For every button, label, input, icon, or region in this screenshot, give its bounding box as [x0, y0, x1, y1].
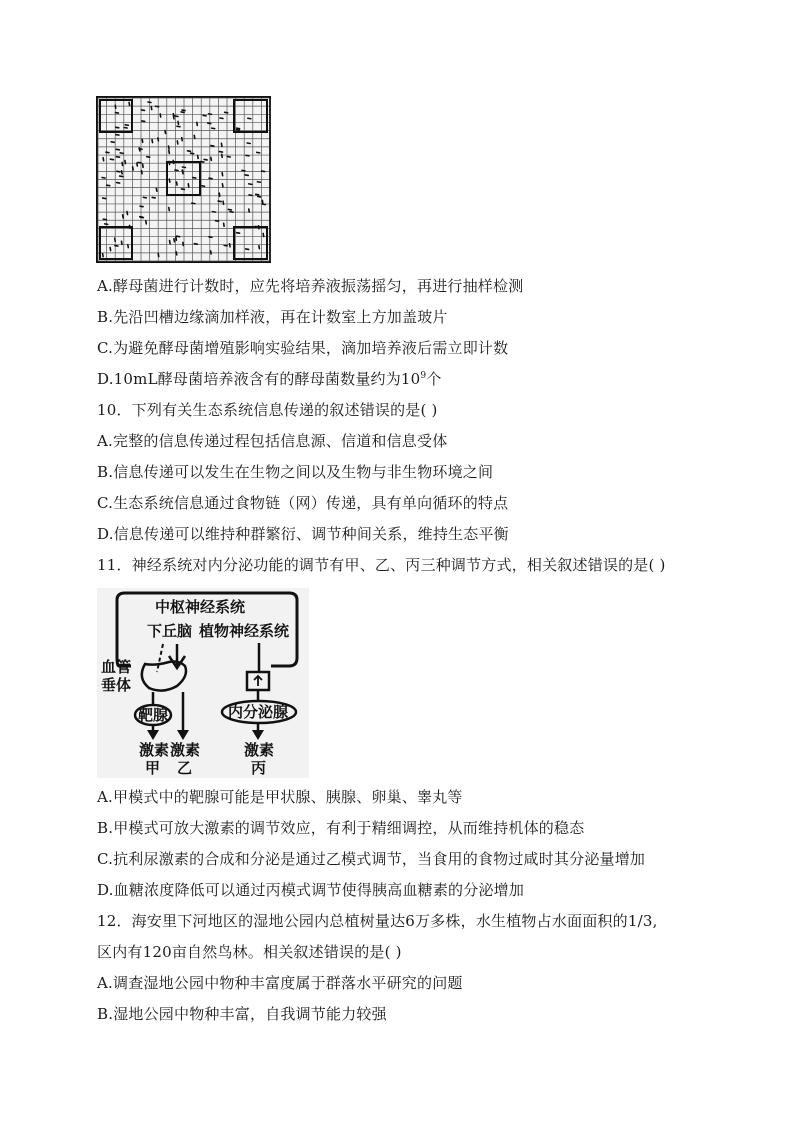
yeast-cell [262, 171, 265, 172]
pituitary-label: 垂体 [101, 676, 132, 694]
yeast-cell [146, 221, 147, 224]
yeast-cell [219, 193, 220, 196]
yeast-cell [194, 135, 195, 138]
yeast-cell [237, 128, 240, 129]
q11-option-c: C.抗利尿激素的合成和分泌是通过乙模式调节，当食用的食物过咸时其分泌量增加 [97, 850, 646, 868]
q9-option-b: B.先沿凹槽边缘滴加样液，再在计数室上方加盖玻片 [97, 308, 448, 326]
yeast-cell [228, 209, 231, 210]
yeast-cell [140, 206, 143, 207]
q11-option-a: A.甲模式中的靶腺可能是甲状腺、胰腺、卵巢、睾丸等 [97, 788, 463, 806]
yeast-cell [177, 236, 180, 237]
yeast-cell [174, 239, 175, 242]
yeast-cell [211, 157, 212, 160]
yeast-cell [181, 112, 184, 113]
q12-option-a: A.调查湿地公园中物种丰富度属于群落水平研究的问题 [97, 974, 463, 992]
yeast-cell [224, 223, 225, 226]
yeast-cell [139, 149, 142, 150]
yeast-cell [245, 175, 248, 176]
yeast-cell [209, 237, 212, 238]
yeast-cell [129, 102, 130, 105]
yeast-cell [115, 238, 116, 241]
yeast-cell [102, 178, 105, 179]
yeast-cell [218, 201, 221, 202]
yeast-cell [194, 244, 197, 245]
yeast-cell [225, 112, 228, 113]
yeast-cell [249, 209, 250, 212]
yeast-cell [170, 241, 171, 244]
q10-option-d: D.信息传递可以维持种群繁衍、调节种间关系，维持生态平衡 [97, 525, 509, 543]
yeast-cell [183, 242, 184, 245]
yeast-cell [106, 152, 109, 153]
yeast-cell [117, 171, 120, 172]
yeast-cell [192, 203, 195, 204]
q12-stem-line-2: 区内有120亩自然鸟林。相关叙述错误的是( ) [97, 943, 402, 961]
yeast-cell [133, 167, 134, 170]
yeast-cell [116, 157, 119, 158]
yeast-cell [212, 128, 215, 129]
yeast-cell [209, 178, 212, 179]
yeast-cell [103, 158, 104, 161]
hormone-b-label-1: 激素 [170, 741, 201, 759]
yeast-cell [222, 154, 223, 157]
cns-label: 中枢神经系统 [155, 598, 246, 616]
yeast-cell [147, 157, 150, 158]
yeast-cell [127, 212, 128, 215]
yeast-cell [191, 153, 194, 154]
yeast-cell [262, 200, 263, 203]
yeast-cell [237, 233, 240, 234]
q12-option-b: B.湿地公园中物种丰富，自我调节能力较强 [97, 1005, 387, 1023]
yeast-cell [169, 150, 170, 153]
yeast-cell [115, 105, 116, 108]
yeast-cell [177, 141, 178, 144]
yeast-cell [263, 233, 264, 236]
yeast-cell [227, 157, 230, 158]
q10-option-b: B.信息传递可以发生在生物之间以及生物与非生物环境之间 [97, 463, 494, 481]
yeast-cell [175, 170, 178, 171]
q10-stem: 10．下列有关生态系统信息传递的叙述错误的是( ) [97, 401, 438, 419]
yeast-cell [116, 135, 119, 136]
yeast-cell [121, 241, 122, 244]
yeast-cell [212, 212, 215, 213]
yeast-cell [242, 170, 245, 171]
yeast-cell [169, 146, 170, 149]
yeast-cell [187, 151, 190, 152]
yeast-cell [143, 164, 144, 167]
hormone-a-label-1: 激素 [139, 741, 170, 759]
hormone-a-label-2: 甲 [145, 759, 161, 777]
yeast-cell [158, 253, 159, 256]
yeast-cell [236, 130, 239, 131]
yeast-cell [173, 114, 174, 117]
yeast-cell [230, 212, 233, 213]
yeast-cell [216, 221, 219, 222]
yeast-cell [258, 196, 261, 197]
yeast-cell [138, 162, 141, 163]
yeast-cell [211, 251, 212, 254]
q10-option-c: C.生态系统信息通过食物链（网）传递，具有单向循环的特点 [97, 494, 509, 512]
yeast-cell [124, 128, 127, 129]
ans-label: 植物神经系统 [199, 622, 290, 640]
q11-stem: 11．神经系统对内分泌功能的调节有甲、乙、丙三种调节方式，相关叙述错误的是( ) [97, 556, 666, 574]
yeast-cell [120, 153, 123, 154]
yeast-cell [125, 125, 128, 126]
yeast-cell [151, 107, 152, 110]
yeast-cell [115, 246, 118, 247]
yeast-cell [152, 140, 153, 143]
q12-stem-line-1: 12．海安里下河地区的湿地公园内总植树量达6万多株，水生植物占水面面积的1/3, [97, 912, 658, 930]
yeast-cell [123, 215, 124, 218]
yeast-cell [246, 155, 249, 156]
q9-option-c: C.为避免酵母菌增殖影响实验结果，滴加培养液后需立即计数 [97, 339, 509, 357]
yeast-cell [103, 219, 106, 220]
yeast-cell [115, 113, 118, 114]
yeast-cell [209, 114, 212, 115]
q11-option-b: B.甲模式可放大激素的调节效应，有利于精细调控，从而维持机体的稳态 [97, 819, 585, 837]
yeast-cell [125, 161, 126, 164]
yeast-cell [208, 123, 211, 124]
yeast-cell [262, 204, 265, 205]
yeast-cell [141, 110, 144, 111]
yeast-cell [224, 245, 227, 246]
yeast-cell [156, 188, 157, 191]
yeast-cell [122, 171, 123, 174]
yeast-cell [110, 159, 113, 160]
yeast-cell [221, 143, 222, 146]
yeast-cell [142, 171, 143, 174]
yeast-cell [152, 197, 155, 198]
yeast-cell [197, 122, 198, 125]
yeast-cell [165, 131, 166, 134]
yeast-cell [128, 245, 129, 248]
yeast-cell [201, 162, 204, 163]
yeast-cell [188, 184, 189, 187]
yeast-cell [103, 254, 104, 257]
yeast-cell [222, 173, 223, 176]
yeast-cell [204, 159, 207, 160]
yeast-cell [176, 252, 177, 255]
yeast-cell [169, 179, 170, 182]
yeast-cell [249, 195, 252, 196]
yeast-cell [105, 224, 108, 225]
yeast-cell [160, 114, 161, 117]
yeast-cell [142, 121, 145, 122]
yeast-cell [220, 118, 223, 119]
hormone-b-label-2: 乙 [177, 759, 193, 777]
yeast-cell [198, 155, 199, 158]
yeast-cell [182, 167, 185, 168]
hemocytometer-figure [96, 96, 272, 264]
yeast-cell [176, 237, 177, 240]
yeast-cell [178, 121, 179, 124]
yeast-cell [230, 244, 231, 247]
hypothalamus-label: 下丘脑 [147, 622, 193, 640]
yeast-cell [169, 208, 170, 211]
yeast-cell [247, 143, 250, 144]
yeast-cell [257, 152, 260, 153]
yeast-cell [142, 139, 143, 142]
yeast-cell [177, 126, 180, 127]
yeast-cell [193, 178, 196, 179]
yeast-cell [248, 118, 251, 119]
yeast-cell [222, 184, 223, 187]
yeast-cell [202, 186, 205, 187]
hormone-c-label-2: 丙 [251, 759, 267, 777]
endocrine-gland-label: 内分泌腺 [228, 703, 289, 721]
yeast-cell [143, 197, 146, 198]
q9-option-a: A.酵母菌进行计数时，应先将培养液振荡摇匀，再进行抽样检测 [97, 277, 524, 295]
yeast-cell [223, 201, 224, 204]
q9-option-d: D.10mL酵母菌培养液含有的酵母菌数量约为$10^9$个 [97, 370, 442, 388]
yeast-cell [111, 142, 114, 143]
yeast-cell [246, 249, 249, 250]
yeast-cell [259, 246, 260, 249]
blood-vessel-label: 血管 [101, 658, 132, 676]
yeast-cell [140, 217, 143, 218]
yeast-cell [110, 248, 111, 251]
yeast-cell [116, 127, 119, 128]
yeast-cell [256, 194, 259, 195]
yeast-cell [158, 138, 159, 141]
yeast-cell [203, 115, 206, 116]
yeast-cell [156, 106, 159, 107]
neuroendocrine-diagram [97, 588, 309, 778]
yeast-cell [257, 182, 260, 183]
target-gland-label: 靶腺 [138, 706, 169, 724]
yeast-cell [148, 102, 151, 103]
yeast-cell [249, 184, 252, 185]
yeast-cell [175, 116, 178, 117]
hormone-c-label-1: 激素 [244, 741, 275, 759]
yeast-cell [177, 182, 178, 185]
yeast-cell [182, 138, 183, 141]
yeast-cell [137, 163, 138, 166]
q11-option-d: D.血糖浓度降低可以通过丙模式调节使得胰高血糖素的分泌增加 [97, 881, 525, 899]
yeast-cell [120, 176, 123, 177]
yeast-cell [219, 152, 222, 153]
yeast-cell [116, 149, 119, 150]
yeast-cell [183, 171, 184, 174]
yeast-cell [182, 110, 185, 111]
yeast-cell [103, 198, 106, 199]
yeast-cell [117, 183, 120, 184]
yeast-cell [107, 185, 110, 186]
yeast-cell [181, 189, 184, 190]
yeast-cell [211, 146, 214, 147]
yeast-cell [122, 162, 123, 165]
q10-option-a: A.完整的信息传递过程包括信息源、信道和信息受体 [97, 432, 448, 450]
